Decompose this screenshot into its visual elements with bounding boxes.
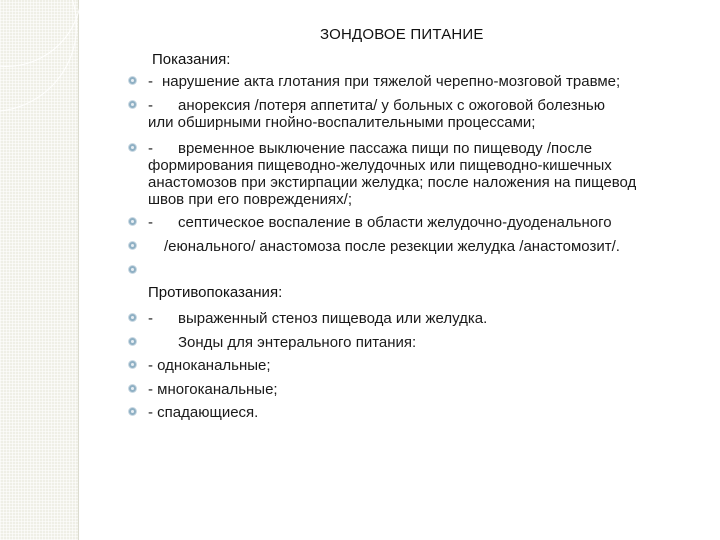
list-item-continuation: или обширными гнойно-воспалительными процессами; (148, 114, 536, 131)
bullet-icon (129, 385, 136, 392)
decorative-side-band (0, 0, 79, 540)
bullet-icon (129, 266, 136, 273)
list-item (148, 73, 620, 90)
bullet-icon (129, 338, 136, 345)
list-item-text: нарушение акта глотания при тяжелой черепно-мозговой травме; (162, 73, 621, 90)
list-item-continuation: швов при его повреждениях/; (148, 191, 353, 208)
list-item: - одноканальные; (148, 357, 271, 374)
list-item-text: выраженный стеноз пищевода или желудка. (178, 310, 488, 327)
contraindications-heading: Противопоказания: (148, 284, 283, 301)
bullet-icon (129, 144, 136, 151)
list-item (148, 310, 487, 327)
bullet-icon (129, 218, 136, 225)
list-item-text: септическое воспаление в области желудочно-дуоденального (178, 214, 612, 231)
decorative-arc (0, 0, 77, 112)
list-item: Зонды для энтерального питания: (178, 334, 417, 351)
list-item (148, 214, 612, 231)
list-dash: - (148, 310, 153, 327)
bullet-icon (129, 314, 136, 321)
slide-title: ЗОНДОВОЕ ПИТАНИЕ (320, 26, 484, 43)
list-item: /еюнального/ анастомоза после резекции желудка /анастомозит/. (164, 238, 620, 255)
list-item (148, 140, 592, 157)
bullet-icon (129, 242, 136, 249)
list-item-continuation: формирования пищеводно-желудочных или пищеводно-кишечных (148, 157, 612, 174)
bullet-icon (129, 77, 136, 84)
list-dash: - (148, 97, 153, 114)
bullet-icon (129, 361, 136, 368)
list-item (148, 97, 605, 114)
list-item-text: анорексия /потеря аппетита/ у больных с ожоговой болезнью (178, 97, 605, 114)
list-item: - спадающиеся. (148, 404, 259, 421)
list-item-text: временное выключение пассажа пищи по пищеводу /после (178, 140, 593, 157)
list-dash: - (148, 214, 153, 231)
list-dash: - (148, 140, 153, 157)
list-item: - многоканальные; (148, 381, 278, 398)
bullet-icon (129, 101, 136, 108)
indications-heading: Показания: (152, 51, 231, 68)
list-dash: - (148, 73, 153, 90)
bullet-icon (129, 408, 136, 415)
list-item-continuation: анастомозов при экстирпации желудка; после наложения на пищевод (148, 174, 637, 191)
